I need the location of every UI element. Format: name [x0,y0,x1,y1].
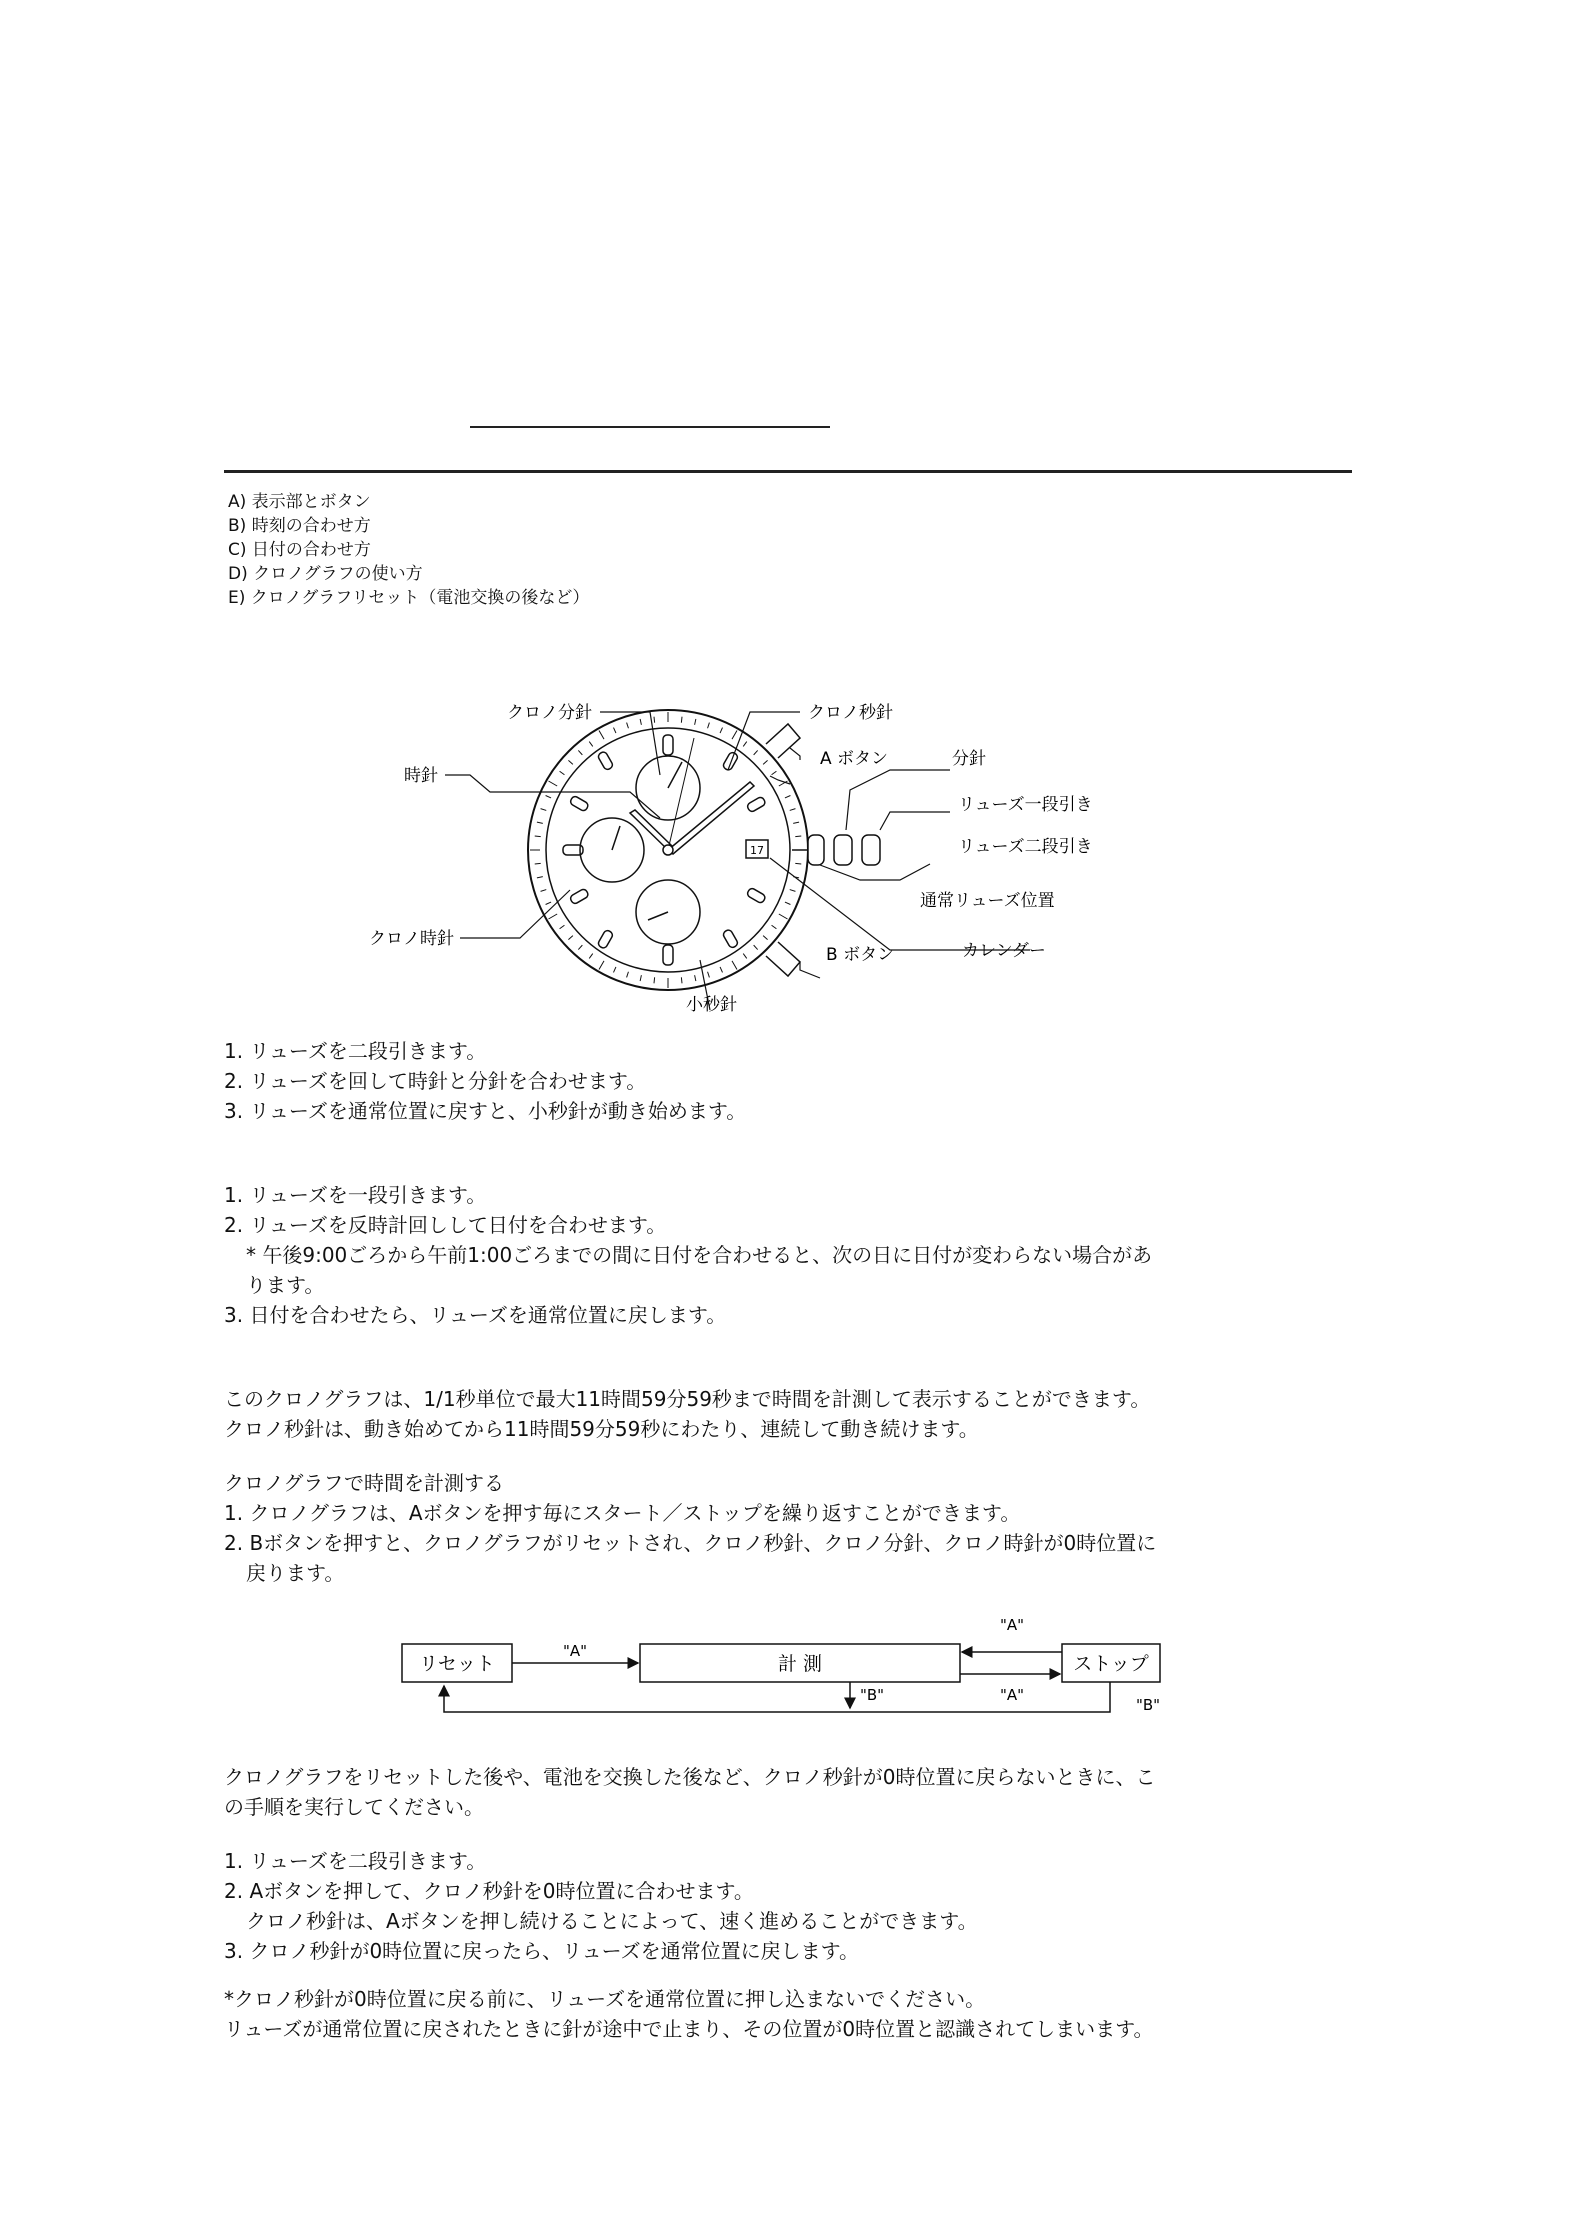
minute-tick [732,730,737,739]
reset-label: リセット [419,1653,495,1675]
arrow-label-b: "B" [1135,1696,1161,1714]
minute-tick [695,719,696,725]
minute-tick [795,863,801,864]
arrow-label-a: "A" [562,1642,588,1660]
minute-tick [548,914,557,919]
label-crown-normal: 通常リューズ位置 [920,891,1055,911]
arrow-label-b: "B" [859,1686,885,1704]
note: ります。 [246,1273,325,1297]
label-calendar: カレンダー [962,941,1046,961]
minute-tick [535,863,541,864]
section-e-warning [224,1984,1154,2044]
label-minute-hand: 分針 [952,749,986,769]
minute-tick [589,742,593,747]
minute-tick [599,730,604,739]
minute-tick [560,925,565,929]
step: 3. 日付を合わせたら、リューズを通常位置に戻します。 [224,1303,727,1327]
minute-tick [793,822,799,823]
minute-tick [578,750,582,754]
section-divider [224,470,1352,473]
label-a-button: A ボタン [820,749,889,769]
minute-tick [546,795,551,797]
paragraph-line: クロノグラフをリセットした後や、電池を交換した後など、クロノ秒針が0時位置に戻らないときに、こ [224,1765,1156,1789]
section-d-steps [224,1468,1156,1588]
label-chrono-hour: クロノ時針 [369,929,454,949]
label-small-second: 小秒針 [686,995,737,1015]
step-note: クロノ秒針は、Aボタンを押し続けることによって、速く進めることができます。 [246,1909,978,1933]
minute-tick [541,809,547,811]
paragraph-line: このクロノグラフは、1/1秒単位で最大11時間59分59秒まで時間を計測して表示することができます。 [224,1387,1151,1411]
paragraph-line: クロノ秒針は、動き始めてから11時間59分59秒にわたり、連続して動き続けます。 [224,1417,979,1441]
arrow-label-a: "A" [999,1686,1025,1704]
minute-tick [541,890,547,892]
minute-tick [720,728,722,733]
toc-item: D) クロノグラフの使い方 [228,564,423,584]
step: 3. クロノ秒針が0時位置に戻ったら、リューズを通常位置に戻します。 [224,1939,859,1963]
minute-tick [589,954,593,959]
minute-tick [654,977,655,983]
note: * 午後9:00ごろから午前1:00ごろまでの間に日付を合わせると、次の日に日付が変わらない場合があ [246,1243,1153,1267]
stop-label: ストップ [1073,1653,1149,1675]
minute-tick [763,936,767,940]
minute-tick [599,961,604,970]
step: 1. リューズを二段引きます。 [224,1039,487,1063]
minute-tick [578,945,582,949]
toc-item: E) クロノグラフリセット（電池交換の後など） [228,588,590,608]
label-hour-hand: 時針 [404,766,438,786]
warning-line: *クロノ秒針が0時位置に戻る前に、リューズを通常位置に押し込まないでください。 [224,1987,986,2011]
measure-label: 計 測 [777,1653,823,1675]
toc-item: B) 時刻の合わせ方 [228,516,371,536]
toc-item: C) 日付の合わせ方 [228,540,371,560]
step-continuation: 戻ります。 [246,1561,345,1585]
step: 1. リューズを一段引きます。 [224,1183,487,1207]
minute-tick [743,742,747,747]
minute-tick [548,781,557,786]
minute-tick [537,822,543,823]
minute-tick [720,967,722,972]
minute-tick [654,717,655,723]
minute-tick [568,936,572,940]
minute-tick [795,836,801,837]
crown-second [862,835,880,865]
b-button [766,942,800,976]
minute-tick [790,809,796,811]
label-crown-second: リューズ二段引き [958,837,1093,857]
arrow-label-a: "A" [999,1616,1025,1634]
a-button [766,724,800,758]
step: 1. リューズを二段引きます。 [224,1849,487,1873]
section-d-intro [224,1384,1150,1444]
step: 2. リューズを反時計回しして日付を合わせます。 [224,1213,667,1237]
minute-tick [708,972,710,978]
paragraph-line: の手順を実行してください。 [224,1795,484,1819]
minute-tick [754,750,758,754]
step: 1. クロノグラフは、Aボタンを押す毎にスタート／ストップを繰り返すことができます。 [224,1501,1021,1525]
label-chrono-second: クロノ秒針 [808,703,893,723]
toc-item: A) 表示部とボタン [228,492,371,512]
minute-tick [763,760,767,764]
minute-tick [708,723,710,729]
subheading: クロノグラフで時間を計測する [224,1471,504,1495]
minute-tick [613,967,615,972]
section-e-steps [224,1846,978,1966]
minute-tick [743,954,747,959]
minute-tick [772,925,777,929]
label-b-button: B ボタン [826,945,895,965]
minute-tick [732,961,737,970]
minute-tick [779,914,788,919]
crown-first [834,835,852,865]
minute-tick [537,877,543,878]
chronograph-flow-diagram [390,1600,1190,1720]
minute-tick [785,795,790,797]
step: 3. リューズを通常位置に戻すと、小秒針が動き始めます。 [224,1099,747,1123]
step: 2. リューズを回して時針と分針を合わせます。 [224,1069,647,1093]
watch-diagram [330,680,1190,1020]
minute-tick [640,975,641,981]
step: 2. Bボタンを押すと、クロノグラフがリセットされ、クロノ秒針、クロノ分針、クロノ時針が0時位置に [224,1531,1157,1555]
minute-tick [535,836,541,837]
minute-tick [613,728,615,733]
minute-tick [627,723,629,729]
label-chrono-minute: クロノ分針 [507,703,592,723]
section-e-intro [224,1762,1156,1822]
minute-tick [772,771,777,775]
minute-tick [640,719,641,725]
warning-line: リューズが通常位置に戻されたときに針が途中で止まり、その位置が0時位置と認識されてしまいます。 [224,2017,1154,2041]
minute-tick [785,902,790,904]
minute-tick [546,902,551,904]
short-title-rule [470,426,830,428]
label-crown-first: リューズ一段引き [958,795,1093,815]
date-window-number: 17 [750,844,764,857]
minute-tick [568,760,572,764]
minute-tick [790,890,796,892]
section-b-steps [224,1036,746,1126]
table-of-contents [228,490,589,610]
step: 2. Aボタンを押して、クロノ秒針を0時位置に合わせます。 [224,1879,754,1903]
minute-tick [681,977,682,983]
minute-tick [754,945,758,949]
minute-tick [695,975,696,981]
crown-normal [808,835,824,865]
section-c-steps [224,1180,1152,1330]
minute-tick [681,717,682,723]
minute-tick [627,972,629,978]
minute-tick [560,771,565,775]
